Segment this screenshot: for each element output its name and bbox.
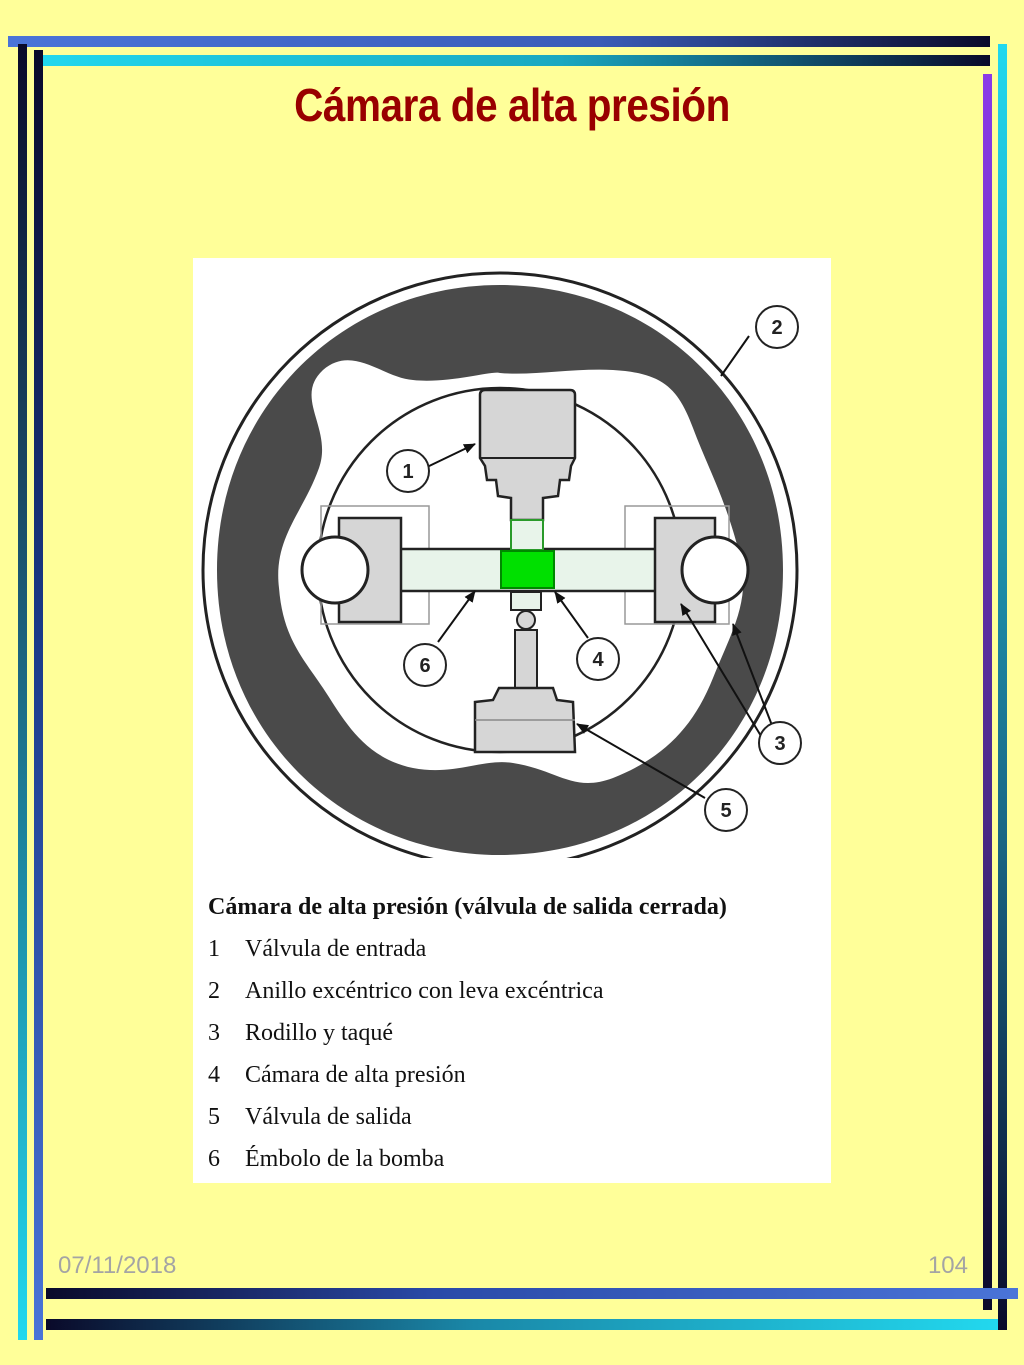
frame-right-bar-inner	[983, 74, 992, 1310]
inlet-channel	[511, 520, 543, 550]
legend-number: 1	[208, 936, 220, 962]
legend-item	[208, 1146, 727, 1173]
legend-item	[208, 1062, 727, 1089]
frame-bottom-bar-inner	[46, 1319, 998, 1330]
left-roller	[302, 537, 368, 603]
legend-number: 3	[208, 1020, 220, 1046]
legend-number: 5	[208, 1104, 220, 1130]
frame-bottom-bar-outer	[46, 1288, 1018, 1299]
callout-1-label: 1	[402, 461, 414, 483]
pump-cross-section-diagram	[193, 258, 831, 858]
legend-text: Anillo excéntrico con leva excéntrica	[245, 978, 604, 1004]
outlet-channel	[511, 592, 541, 610]
callout-6-label: 6	[419, 655, 431, 677]
outlet-valve-stem	[515, 630, 537, 688]
legend-text: Rodillo y taqué	[245, 1020, 393, 1046]
frame-left-bar-inner	[34, 50, 43, 1340]
legend-item	[208, 978, 727, 1005]
callout-4-label: 4	[592, 649, 604, 671]
right-roller	[682, 537, 748, 603]
caption-title: Cámara de alta presión (válvula de salida cerrada)	[208, 894, 727, 920]
frame-top-bar-outer	[8, 36, 990, 47]
slide-title: Cámara de alta presión	[294, 79, 730, 131]
legend-item	[208, 936, 727, 963]
leader-line-2	[721, 336, 749, 376]
legend-number: 6	[208, 1146, 220, 1172]
frame-top-bar-inner	[36, 55, 990, 66]
legend-number: 4	[208, 1062, 220, 1088]
legend-text: Válvula de entrada	[245, 936, 427, 962]
pump-diagram-figure	[193, 258, 831, 1183]
footer-page-number: 104	[927, 1252, 968, 1279]
footer-date: 07/11/2018	[58, 1252, 177, 1279]
legend-item	[208, 1104, 727, 1131]
figure-caption	[208, 894, 727, 1173]
legend-number: 2	[208, 978, 220, 1004]
callout-2-label: 2	[771, 317, 783, 339]
legend-text: Válvula de salida	[245, 1104, 412, 1130]
frame-right-bar-outer	[998, 44, 1007, 1330]
callout-3-label: 3	[774, 733, 786, 755]
outlet-ball	[517, 611, 535, 629]
callout-5-label: 5	[720, 800, 732, 822]
high-pressure-chamber	[501, 551, 554, 588]
legend-text: Émbolo de la bomba	[245, 1146, 445, 1172]
legend-item	[208, 1020, 727, 1047]
frame-left-bar-outer	[18, 44, 27, 1340]
legend-text: Cámara de alta presión	[245, 1062, 466, 1088]
